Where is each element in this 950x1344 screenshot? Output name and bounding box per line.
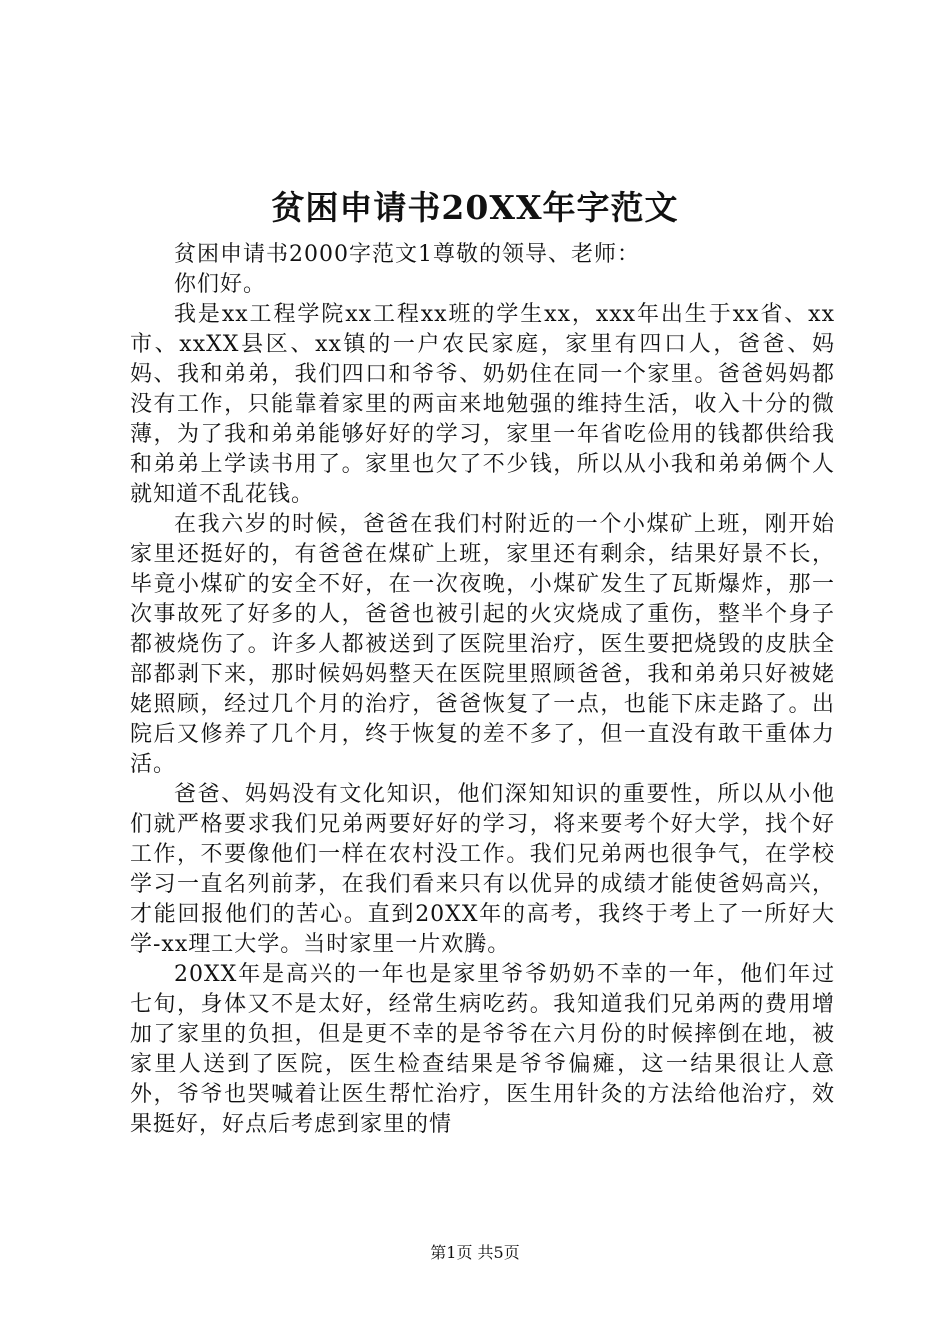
page-number-footer: 第1页 共5页 [430, 1243, 520, 1262]
paragraph: 贫困申请书2000字范文1尊敬的领导、老师： [174, 242, 640, 267]
paragraph: 你们好。 [174, 272, 267, 297]
paragraph: 我是xx工程学院xx工程xx班的学生xx，xxx年出生于xx省、xx市、xxXX县区、xx镇的一户农民家庭，家里有四口人，爸爸、妈妈、我和弟弟，我们四口和爷爷、奶奶住在同一个家里。爸爸妈妈都没有工作，只能靠着家里的两亩来地勉强的维持生活，收入十分的微薄，为了我和弟弟能够好好的学习，家里一年省吃俭用的钱都供给我和弟弟上学读书用了。家里也欠了不少钱，所以从小我和弟弟俩个人就知道不乱花钱。 [130, 302, 835, 507]
paragraph: 爸爸、妈妈没有文化知识，他们深知知识的重要性，所以从小他们就严格要求我们兄弟两要好好的学习，将来要考个好大学，找个好工作，不要像他们一样在农村没工作。我们兄弟两也很争气，在学校学习一直名列前茅，在我们看来只有以优异的成绩才能使爸妈高兴，才能回报他们的苦心。直到20XX年的高考，我终于考上了一所好大学-xx理工大学。当时家里一片欢腾。 [130, 782, 835, 957]
document-title: 贫困申请书20XX年字范文 [271, 188, 679, 227]
paragraph: 在我六岁的时候，爸爸在我们村附近的一个小煤矿上班，刚开始家里还挺好的，有爸爸在煤矿上班，家里还有剩余，结果好景不长，毕竟小煤矿的安全不好，在一次夜晚，小煤矿发生了瓦斯爆炸，那一次事故死了好多的人，爸爸也被引起的火灾烧成了重伤，整半个身子都被烧伤了。许多人都被送到了医院里治疗，医生要把烧毁的皮肤全部都剥下来，那时候妈妈整天在医院里照顾爸爸，我和弟弟只好被姥姥照顾，经过几个月的治疗，爸爸恢复了一点，也能下床走路了。出院后又修养了几个月，终于恢复的差不多了，但一直没有敢干重体力活。 [130, 512, 835, 777]
document-body [130, 240, 835, 1140]
paragraph: 20XX年是高兴的一年也是家里爷爷奶奶不幸的一年，他们年过七旬，身体又不是太好，经常生病吃药。我知道我们兄弟两的费用增加了家里的负担，但是更不幸的是爷爷在六月份的时候摔倒在地，被家里人送到了医院，医生检查结果是爷爷偏瘫，这一结果很让人意外，爷爷也哭喊着让医生帮忙治疗，医生用针灸的方法给他治疗，效果挺好，好点后考虑到家里的情 [130, 962, 835, 1137]
